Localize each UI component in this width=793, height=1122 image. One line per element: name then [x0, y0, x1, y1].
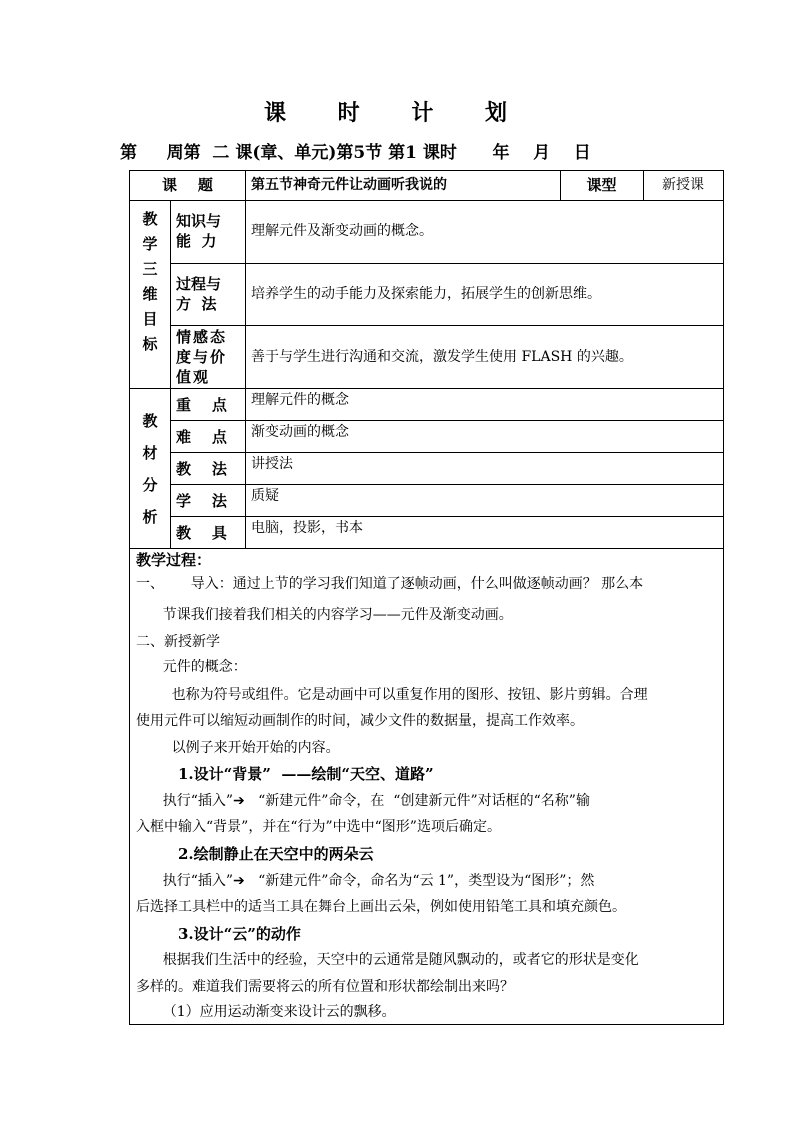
- goal-label-emotion: 情感态 度与价 值观: [176, 328, 228, 386]
- process-heading: 教学过程：: [136, 551, 212, 569]
- process-line: 执行“插入”➔ “新建元件”命令，命名为“云 1”，类型设为“图形”；然: [136, 873, 595, 889]
- row-divider: [130, 548, 723, 549]
- process-line: （1）应用运动渐变来设计云的飘移。: [136, 1004, 396, 1020]
- page-title: 课 时 计 划: [264, 100, 529, 126]
- process-subheading: 3.设计“云”的动作: [178, 925, 301, 943]
- analysis-label-key-point: 重 点: [176, 396, 227, 414]
- lesson-plan-table: [129, 170, 724, 1025]
- analysis-value-key-point: 理解元件的概念: [251, 392, 349, 408]
- analysis-section-label: 教 材 分 析: [142, 412, 158, 526]
- process-line: 以例子来开始开始的内容。: [136, 740, 340, 756]
- lesson-info-line: 第 周第 二 课(章、单元)第5节 第1 课时 年 月 日: [120, 143, 591, 163]
- row-divider: [170, 484, 723, 485]
- row-divider: [130, 200, 723, 201]
- process-line: 也称为符号或组件。它是动画中可以重复作用的图形、按钮、影片剪辑。合理: [136, 687, 648, 703]
- row-divider: [170, 263, 723, 264]
- type-value: 新授课: [662, 177, 704, 193]
- topic-label: 课 题: [162, 176, 213, 194]
- goal-value-knowledge: 理解元件及渐变动画的概念。: [251, 223, 433, 239]
- analysis-label-difficulty: 难 点: [176, 428, 227, 446]
- process-line: 后选择工具栏中的适当工具在舞台上画出云朵，例如使用铅笔工具和填充颜色。: [136, 899, 626, 915]
- row-divider: [170, 452, 723, 453]
- analysis-value-difficulty: 渐变动画的概念: [251, 424, 349, 440]
- analysis-label-tools: 教 具: [176, 524, 227, 542]
- col-divider: [245, 200, 246, 548]
- process-line: 节课我们接着我们相关的内容学习——元件及渐变动画。: [136, 607, 513, 623]
- process-line: 多样的。难道我们需要将云的所有位置和形状都绘制出来吗？: [136, 979, 514, 995]
- row-divider: [130, 388, 723, 389]
- row-divider: [170, 516, 723, 517]
- col-divider: [245, 171, 246, 200]
- row-divider: [170, 420, 723, 421]
- topic-value: 第五节神奇元件让动画听我说的: [251, 177, 447, 193]
- goal-label-process: 过程与 方 法: [176, 275, 222, 313]
- row-divider: [170, 325, 723, 326]
- type-label: 课型: [586, 176, 617, 194]
- analysis-label-teaching-method: 教 法: [176, 460, 227, 478]
- goal-value-emotion: 善于与学生进行沟通和交流，激发学生使用 FLASH 的兴趣。: [251, 349, 633, 365]
- process-line: 一、 导入：通过上节的学习我们知道了逐帧动画，什么叫做逐帧动画？ 那么本: [136, 576, 644, 592]
- process-line: 执行“插入”➔ “新建元件”命令，在 “创建新元件”对话框的“名称”输: [136, 793, 590, 809]
- goals-section-label: 教 学 三 维 目 标: [142, 210, 158, 353]
- analysis-value-learning-method: 质疑: [251, 488, 279, 504]
- process-line: 根据我们生活中的经验，天空中的云通常是随风飘动的，或者它的形状是变化: [136, 952, 639, 968]
- process-subheading: 2.绘制静止在天空中的两朵云: [178, 845, 374, 863]
- process-subheading: 1.设计“背景” ——绘制“天空、道路”: [178, 765, 434, 783]
- process-line: 使用元件可以缩短动画制作的时间，减少文件的数据量，提高工作效率。: [136, 713, 584, 729]
- process-line: 元件的概念：: [136, 659, 247, 675]
- goal-label-knowledge: 知识与 能 力: [176, 212, 222, 250]
- analysis-value-tools: 电脑，投影，书本: [251, 520, 363, 536]
- analysis-value-teaching-method: 讲授法: [251, 456, 293, 472]
- process-line: 二、新授新学: [136, 634, 220, 650]
- analysis-label-learning-method: 学 法: [176, 492, 227, 510]
- process-line: 入框中输入“背景”，并在“行为”中选中“图形”选项后确定。: [136, 819, 501, 835]
- col-divider: [170, 200, 171, 548]
- goal-value-process: 培养学生的动手能力及探索能力，拓展学生的创新思维。: [251, 286, 601, 302]
